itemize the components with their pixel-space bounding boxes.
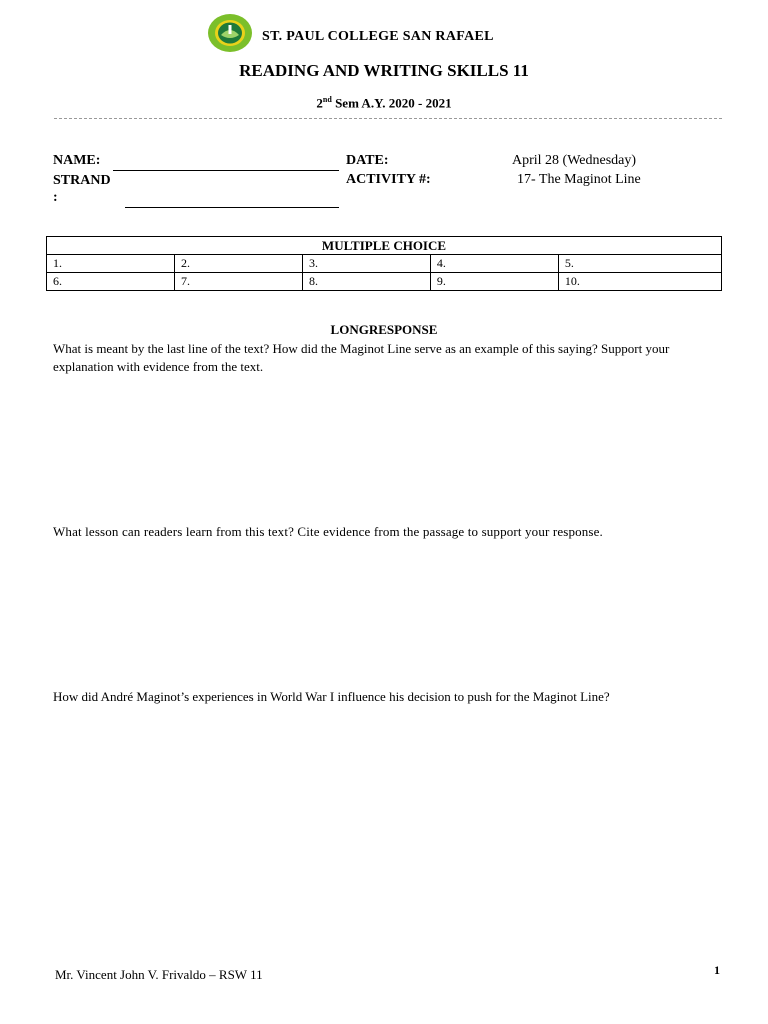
question-2: What lesson can readers learn from this text? Cite evidence from the passage to support your response.: [53, 524, 603, 539]
long-response-heading: LONGRESPONSE: [330, 322, 438, 337]
answer-cell[interactable]: 1.: [47, 255, 175, 273]
answer-cell[interactable]: 5.: [558, 255, 721, 273]
activity-value: 17- The Maginot Line: [517, 172, 641, 187]
multiple-choice-table: [46, 236, 722, 291]
date-value: April 28 (Wednesday): [512, 153, 637, 168]
page-number: 1: [714, 963, 720, 977]
table-row: [47, 273, 722, 291]
sem-suffix: nd: [322, 95, 332, 104]
sem-number: 2: [316, 95, 323, 111]
strand-colon: :: [53, 190, 58, 205]
answer-cell[interactable]: 2.: [174, 255, 302, 273]
course-title: READING AND WRITING SKILLS 11: [239, 61, 529, 80]
name-label: NAME:: [53, 153, 101, 168]
answer-cell[interactable]: 9.: [430, 273, 558, 291]
question-1: What is meant by the last line of the text? How did the Maginot Line serve as an example of this saying? Support your explanation with evidence from the text.: [53, 341, 670, 374]
semester-line: [0, 95, 768, 111]
activity-label: ACTIVITY #:: [346, 172, 431, 187]
answer-cell[interactable]: 7.: [174, 273, 302, 291]
header-divider: [54, 118, 722, 119]
answer-cell[interactable]: 8.: [302, 273, 430, 291]
school-logo-icon: [207, 13, 253, 53]
answer-cell[interactable]: 3.: [302, 255, 430, 273]
table-header-row: [47, 237, 722, 255]
strand-field[interactable]: [125, 207, 339, 208]
answer-cell[interactable]: 6.: [47, 273, 175, 291]
question-3: How did André Maginot’s experiences in World War I influence his decision to push for the Maginot Line?: [53, 689, 610, 704]
table-row: [47, 255, 722, 273]
answer-cell[interactable]: 4.: [430, 255, 558, 273]
answer-cell[interactable]: 10.: [558, 273, 721, 291]
sem-text: Sem A.Y. 2020 - 2021: [331, 95, 452, 111]
footer-author: Mr. Vincent John V. Frivaldo – RSW 11: [55, 967, 263, 982]
name-field[interactable]: [113, 170, 339, 171]
school-name: ST. PAUL COLLEGE SAN RAFAEL: [262, 29, 494, 44]
date-label: DATE:: [346, 153, 389, 168]
multiple-choice-heading: MULTIPLE CHOICE: [47, 237, 722, 255]
strand-label: STRAND: [53, 173, 111, 188]
